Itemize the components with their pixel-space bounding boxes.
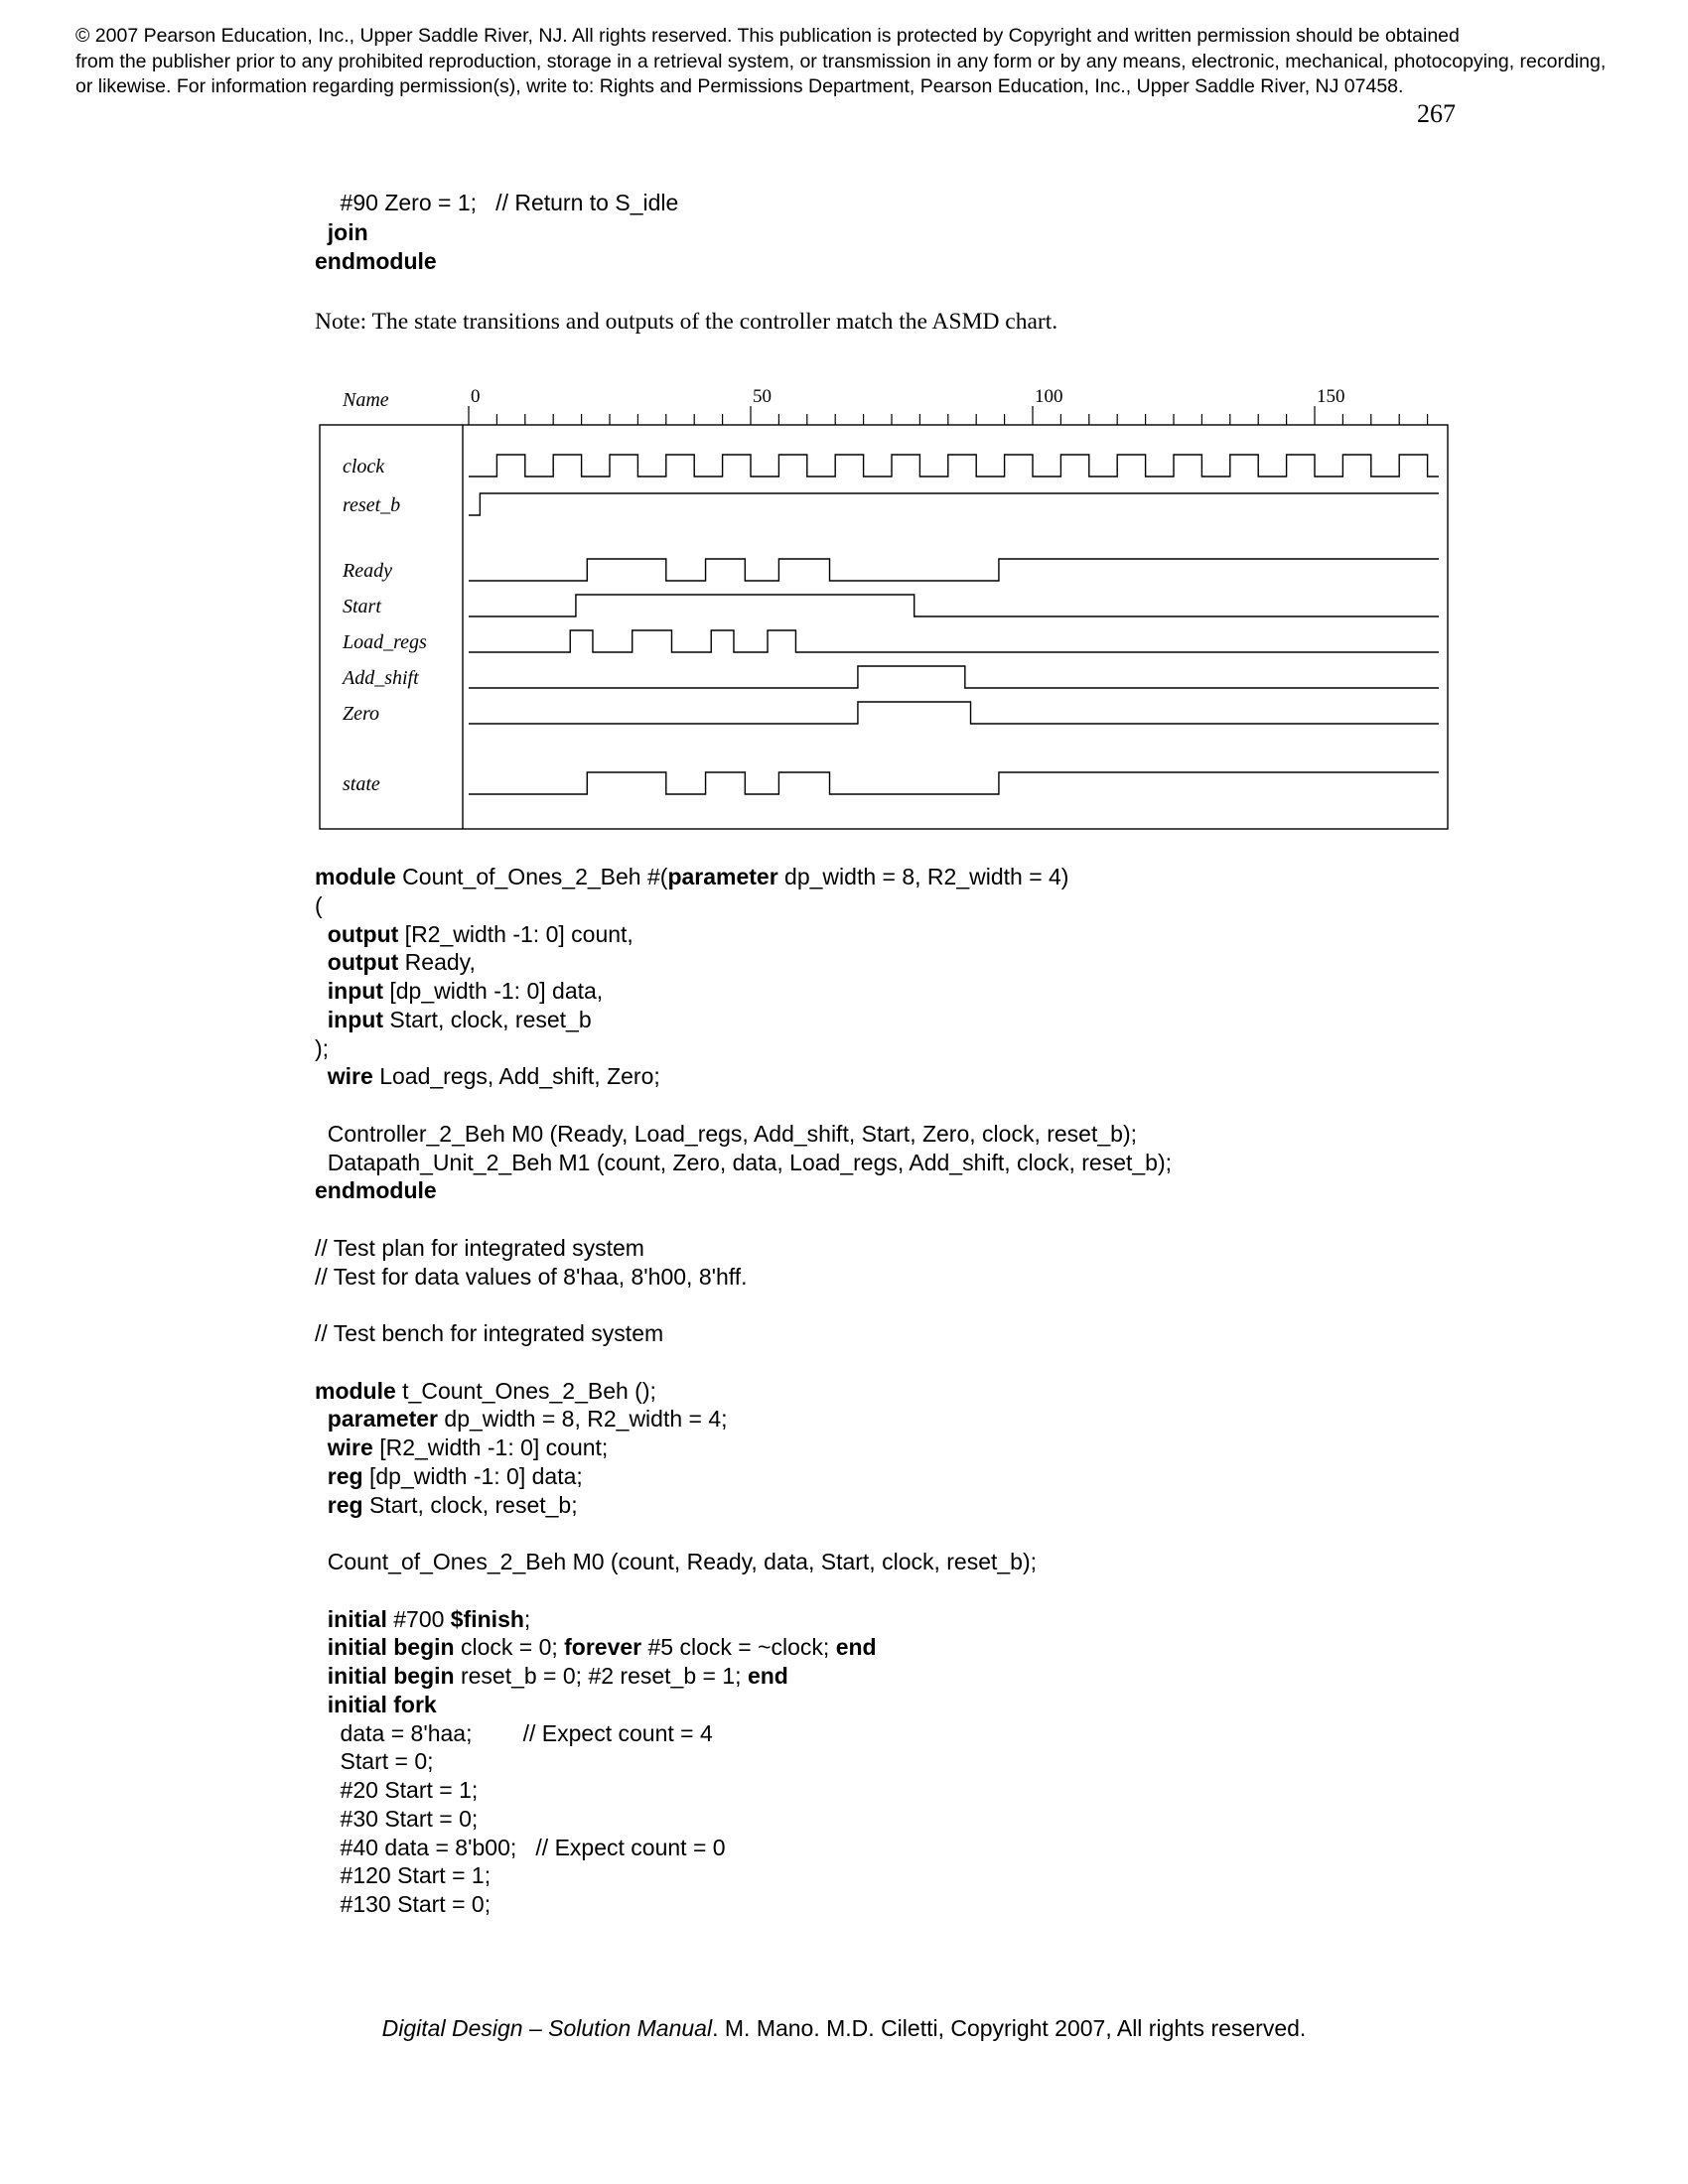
signal-label-reset_b: reset_b — [343, 494, 401, 516]
code-line — [315, 1519, 1172, 1548]
wave-Ready — [469, 559, 1439, 581]
wave-Add_shift — [469, 666, 1439, 688]
code-line: Start = 0; — [315, 1748, 434, 1775]
signal-label-Load_regs: Load_regs — [343, 631, 427, 653]
code-line: initial begin clock = 0; forever #5 clock = ~clock; end — [327, 1634, 877, 1661]
timing-diagram-svg — [319, 387, 1449, 844]
code-line: initial #700 $finish; — [327, 1605, 531, 1632]
signal-label-Zero: Zero — [343, 703, 380, 725]
copyright-line: from the publisher prior to any prohibited reproduction, storage in a retrieval system, or transmission in any form or by any means, electronic, mechanical, photocopying, recording, — [75, 50, 1607, 72]
signal-label-Ready: Ready — [343, 560, 392, 582]
code-line: module Count_of_Ones_2_Beh #(parameter dp_width = 8, R2_width = 4) — [315, 864, 1069, 889]
code-line — [315, 1205, 1172, 1234]
code-line: #130 Start = 0; — [315, 1891, 492, 1917]
code-line: wire Load_regs, Add_shift, Zero; — [327, 1063, 660, 1090]
code-line: ( — [315, 891, 323, 918]
page-number: 267 — [1417, 99, 1456, 128]
code-line: parameter dp_width = 8, R2_width = 4; — [327, 1406, 728, 1433]
code-line: output [R2_width -1: 0] count, — [327, 920, 633, 947]
code-line: // Test bench for integrated system — [315, 1320, 664, 1346]
code-line: initial begin reset_b = 0; #2 reset_b = 1; end — [327, 1663, 788, 1689]
code-line: ); — [315, 1034, 330, 1061]
code-line: data = 8'haa; // Expect count = 4 — [315, 1719, 713, 1746]
signal-label-Add_shift: Add_shift — [343, 667, 419, 689]
code-line: input Start, clock, reset_b — [327, 1006, 592, 1032]
signal-label-state: state — [343, 773, 380, 795]
page-footer — [0, 2015, 1688, 2042]
code-line: #90 Zero = 1; // Return to S_idle — [315, 190, 679, 215]
code-line: #20 Start = 1; — [315, 1777, 479, 1803]
code-line: // Test for data values of 8'haa, 8'h00, 8'hff. — [315, 1263, 748, 1290]
name-column-header: Name — [343, 389, 389, 411]
signal-label-Start: Start — [343, 596, 381, 617]
code-line: endmodule — [315, 1177, 437, 1204]
wave-reset_b — [469, 493, 1439, 515]
wave-clock — [469, 455, 1439, 477]
code-line: reg [dp_width -1: 0] data; — [327, 1462, 583, 1489]
footer-book-title: Digital Design – Solution Manual — [381, 2015, 713, 2041]
footer-rest-text: . M. Mano. M.D. Ciletti, Copyright 2007, All rights reserved. — [712, 2015, 1307, 2041]
copyright-line: © 2007 Pearson Education, Inc., Upper Saddle River, NJ. All rights reserved. This publication is protected by Copyright and written permission should be obtained — [75, 25, 1460, 47]
wave-Load_regs — [469, 630, 1439, 652]
code-line: initial fork — [327, 1691, 437, 1717]
code-line: #30 Start = 0; — [315, 1805, 479, 1832]
code-block-controller-end — [315, 189, 678, 277]
time-label: 50 — [753, 387, 772, 407]
code-line: join — [327, 218, 368, 245]
time-label: 0 — [471, 387, 481, 407]
code-line — [315, 1091, 1172, 1120]
code-block-main — [315, 863, 1172, 1919]
code-line: input [dp_width -1: 0] data, — [327, 978, 604, 1004]
code-line: #120 Start = 1; — [315, 1862, 492, 1889]
code-line: module t_Count_Ones_2_Beh (); — [315, 1377, 656, 1404]
code-line — [315, 1348, 1172, 1377]
time-label: 150 — [1317, 387, 1345, 407]
code-line: Controller_2_Beh M0 (Ready, Load_regs, Add_shift, Start, Zero, clock, reset_b); — [315, 1120, 1137, 1147]
code-line: // Test plan for integrated system — [315, 1234, 644, 1261]
code-line: Count_of_Ones_2_Beh M0 (count, Ready, data, Start, clock, reset_b); — [315, 1549, 1038, 1574]
signal-label-clock: clock — [343, 456, 385, 478]
code-line: output Ready, — [327, 949, 476, 976]
code-line: wire [R2_width -1: 0] count; — [327, 1434, 609, 1460]
wave-state — [469, 772, 1439, 794]
wave-Start — [469, 595, 1439, 616]
copyright-header — [75, 24, 1644, 100]
wave-Zero — [469, 702, 1439, 724]
code-line — [315, 1576, 1172, 1605]
code-line: Datapath_Unit_2_Beh M1 (count, Zero, data, Load_regs, Add_shift, clock, reset_b); — [315, 1149, 1173, 1175]
code-line: endmodule — [315, 248, 437, 274]
code-line: reg Start, clock, reset_b; — [327, 1491, 578, 1518]
diagram-border — [320, 425, 1448, 829]
code-line: #40 data = 8'b00; // Expect count = 0 — [315, 1834, 726, 1860]
note-text: Note: The state transitions and outputs of the controller match the ASMD chart. — [315, 309, 1058, 335]
time-label: 100 — [1035, 387, 1063, 407]
code-line — [315, 1291, 1172, 1319]
timing-diagram — [319, 387, 1449, 844]
copyright-line: or likewise. For information regarding permission(s), write to: Rights and Permissions Department, Pearson Education, Inc., Upper Saddle River, NJ 07458. — [75, 75, 1404, 97]
